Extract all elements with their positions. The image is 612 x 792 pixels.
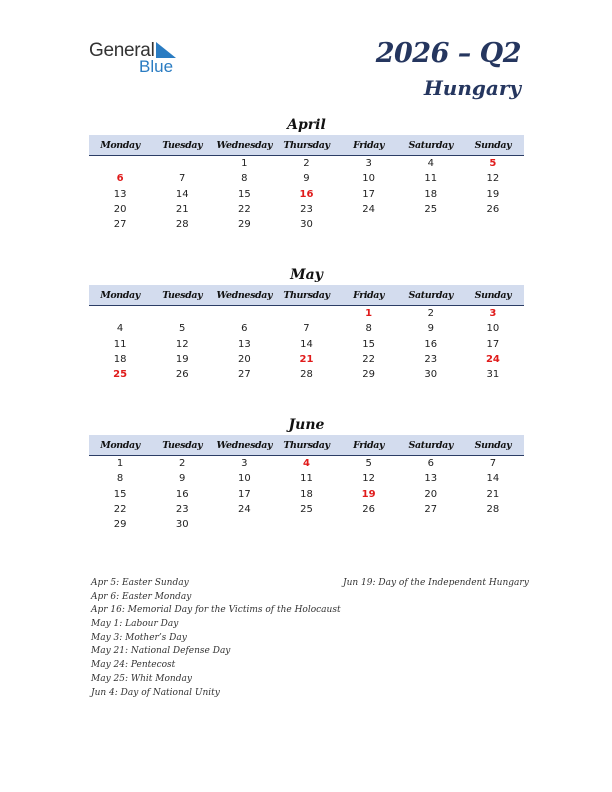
day-cell: 30 <box>175 519 189 531</box>
day-cell: 22 <box>237 203 251 215</box>
holiday-entry: Apr 6: Easter Monday <box>91 591 192 602</box>
day-cell <box>400 217 462 232</box>
day-cell: 16 <box>299 188 314 200</box>
day-cell: 12 <box>362 473 375 485</box>
week-row <box>89 471 524 486</box>
day-cell: 21 <box>486 488 500 500</box>
day-cell <box>213 517 275 532</box>
week-row <box>89 502 524 517</box>
day-cell <box>89 156 151 171</box>
weekday-label: Saturday <box>408 140 453 151</box>
week-row <box>89 171 524 186</box>
day-cell: 24 <box>237 503 251 515</box>
day-cell: 23 <box>300 203 313 215</box>
day-cell <box>338 517 400 532</box>
day-cell: 17 <box>486 338 500 350</box>
weekday-header-row <box>89 435 524 456</box>
logo-general-text: General <box>89 40 155 61</box>
day-cell: 11 <box>300 473 313 485</box>
weeks <box>89 156 524 232</box>
day-cell: 25 <box>113 369 128 381</box>
day-cell: 21 <box>175 203 189 215</box>
week-row <box>89 156 524 171</box>
day-cell: 19 <box>486 188 500 200</box>
day-cell: 12 <box>486 173 500 185</box>
holiday-entry: Apr 5: Easter Sunday <box>91 578 189 588</box>
day-cell: 18 <box>424 188 438 200</box>
weekday-label: Sunday <box>474 290 512 301</box>
day-cell: 27 <box>424 503 438 515</box>
weekday-label: Thursday <box>283 440 330 451</box>
week-row <box>89 202 524 217</box>
day-cell: 1 <box>116 458 124 469</box>
day-cell <box>338 217 400 232</box>
day-cell: 11 <box>113 338 127 350</box>
weekday-label: Monday <box>100 140 140 151</box>
weekday-label: Sunday <box>474 440 512 451</box>
day-cell: 15 <box>237 188 251 200</box>
day-cell: 15 <box>113 488 127 500</box>
weekday-label: Thursday <box>283 140 330 151</box>
day-cell: 29 <box>113 519 127 531</box>
day-cell: 10 <box>237 473 251 485</box>
week-row <box>89 487 524 502</box>
day-cell: 14 <box>175 188 189 200</box>
weekday-label: Friday <box>353 140 385 151</box>
day-cell: 13 <box>113 188 127 200</box>
day-cell: 13 <box>424 473 438 485</box>
day-cell: 3 <box>489 308 497 319</box>
day-cell: 15 <box>362 338 375 350</box>
week-row <box>89 187 524 202</box>
weekday-label: Saturday <box>408 290 453 301</box>
day-cell <box>275 306 337 321</box>
holiday-entry: May 1: Labour Day <box>91 619 179 630</box>
day-cell: 9 <box>303 173 310 185</box>
day-cell: 6 <box>427 458 434 469</box>
month-calendar-april <box>89 115 524 232</box>
weekday-label: Tuesday <box>162 140 203 151</box>
day-cell: 4 <box>427 158 434 169</box>
month-title: June <box>288 417 325 433</box>
day-cell: 29 <box>362 369 375 381</box>
weekday-label: Thursday <box>283 290 330 301</box>
holiday-entry: May 21: National Defense Day <box>91 646 231 657</box>
day-cell <box>400 517 462 532</box>
weekday-label: Wednesday <box>216 440 273 451</box>
day-cell <box>89 306 151 321</box>
day-cell: 20 <box>113 203 127 215</box>
day-cell: 9 <box>179 473 186 485</box>
day-cell <box>462 517 524 532</box>
day-cell: 24 <box>362 203 375 215</box>
week-row <box>89 217 524 232</box>
day-cell: 19 <box>361 488 376 500</box>
holiday-entry: Jun 4: Day of National Unity <box>91 687 220 698</box>
logo-triangle-icon <box>156 42 176 58</box>
day-cell: 19 <box>175 353 189 365</box>
day-cell: 1 <box>241 158 248 169</box>
day-cell: 10 <box>362 173 375 185</box>
holiday-entry: Apr 16: Memorial Day for the Victims of the Holocaust <box>91 605 341 616</box>
day-cell: 25 <box>300 503 313 515</box>
weekday-label: Monday <box>100 290 140 301</box>
day-cell: 5 <box>489 158 497 169</box>
weekday-label: Tuesday <box>162 440 203 451</box>
logo-blue-text: Blue <box>139 57 174 76</box>
day-cell: 5 <box>179 323 186 335</box>
day-cell: 3 <box>241 458 248 469</box>
day-cell: 11 <box>424 173 438 185</box>
week-row <box>89 321 524 336</box>
weekday-header-row <box>89 285 524 306</box>
day-cell: 27 <box>113 219 127 231</box>
month-calendar-may <box>89 265 524 382</box>
day-cell: 30 <box>300 219 313 231</box>
week-row <box>89 367 524 382</box>
weekday-label: Monday <box>100 440 140 451</box>
day-cell: 24 <box>485 353 500 365</box>
day-cell: 2 <box>179 458 186 469</box>
day-cell: 8 <box>241 173 248 185</box>
day-cell: 4 <box>303 458 310 469</box>
weeks <box>89 456 524 532</box>
holiday-list-left <box>91 577 341 700</box>
day-cell: 28 <box>300 369 313 381</box>
logo <box>89 40 189 80</box>
weekday-label: Wednesday <box>216 140 273 151</box>
day-cell: 22 <box>113 503 127 515</box>
day-cell: 5 <box>365 458 372 469</box>
holiday-entry: May 24: Pentecost <box>91 660 176 671</box>
day-cell: 26 <box>175 369 189 381</box>
day-cell: 14 <box>486 473 500 485</box>
country-name: Hungary <box>423 76 521 100</box>
day-cell: 1 <box>365 308 373 319</box>
weekday-label: Friday <box>353 290 385 301</box>
day-cell <box>151 306 213 321</box>
day-cell: 9 <box>427 323 434 335</box>
day-cell: 4 <box>116 323 124 335</box>
day-cell: 30 <box>424 369 438 381</box>
day-cell: 7 <box>179 173 186 185</box>
day-cell: 2 <box>303 158 310 169</box>
day-cell: 14 <box>300 338 313 350</box>
day-cell: 2 <box>427 308 434 319</box>
day-cell: 31 <box>486 369 500 381</box>
weekday-label: Tuesday <box>162 290 203 301</box>
weekday-label: Wednesday <box>216 290 273 301</box>
weekday-header-row <box>89 135 524 156</box>
day-cell: 7 <box>303 323 310 335</box>
day-cell: 23 <box>175 503 189 515</box>
holiday-entry: Jun 19: Day of the Independent Hungary <box>343 578 529 588</box>
weekday-label: Sunday <box>474 140 512 151</box>
day-cell: 23 <box>424 353 438 365</box>
day-cell: 7 <box>489 458 497 469</box>
day-cell: 20 <box>237 353 251 365</box>
holiday-list-right <box>343 577 529 591</box>
day-cell <box>213 306 275 321</box>
day-cell: 29 <box>237 219 251 231</box>
week-row <box>89 306 524 321</box>
day-cell: 21 <box>299 353 314 365</box>
day-cell: 25 <box>424 203 438 215</box>
day-cell: 6 <box>116 173 124 185</box>
day-cell: 17 <box>237 488 251 500</box>
day-cell: 18 <box>300 488 313 500</box>
week-row <box>89 337 524 352</box>
month-title: May <box>290 267 323 283</box>
day-cell: 20 <box>424 488 438 500</box>
day-cell: 10 <box>486 323 500 335</box>
day-cell: 22 <box>362 353 375 365</box>
day-cell: 18 <box>113 353 127 365</box>
day-cell: 6 <box>241 323 248 335</box>
holiday-entry: May 25: Whit Monday <box>91 673 192 684</box>
day-cell: 28 <box>175 219 189 231</box>
day-cell: 26 <box>362 503 375 515</box>
day-cell: 3 <box>365 158 372 169</box>
day-cell: 26 <box>486 203 500 215</box>
day-cell: 16 <box>175 488 189 500</box>
day-cell: 8 <box>365 323 372 335</box>
day-cell: 17 <box>362 188 375 200</box>
day-cell: 27 <box>237 369 251 381</box>
day-cell: 28 <box>486 503 500 515</box>
weekday-label: Saturday <box>408 440 453 451</box>
day-cell: 16 <box>424 338 438 350</box>
day-cell: 8 <box>116 473 124 485</box>
weeks <box>89 306 524 382</box>
page-title: 2026 – Q2 <box>375 38 521 69</box>
day-cell: 12 <box>175 338 189 350</box>
day-cell <box>462 217 524 232</box>
day-cell: 13 <box>237 338 251 350</box>
day-cell <box>151 156 213 171</box>
month-calendar-june <box>89 415 524 532</box>
week-row <box>89 352 524 367</box>
day-cell <box>275 517 337 532</box>
weekday-label: Friday <box>353 440 385 451</box>
month-title: April <box>287 117 326 133</box>
week-row <box>89 456 524 471</box>
holiday-entry: May 3: Mother’s Day <box>91 632 187 643</box>
week-row <box>89 517 524 532</box>
